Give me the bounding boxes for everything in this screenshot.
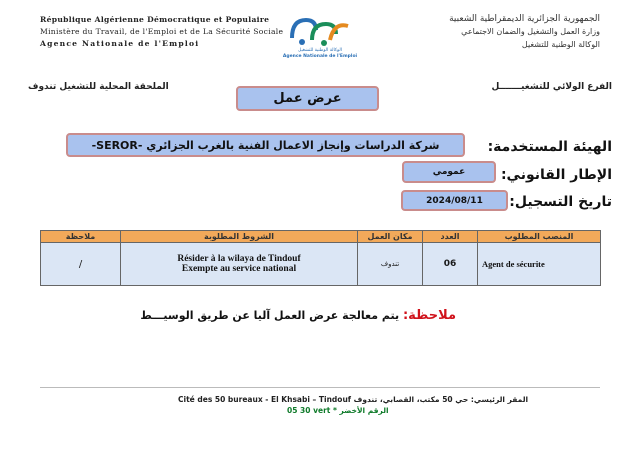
logo-caption: Agence Nationale de l'Emploi [282,54,358,59]
header-ar-line-2: وزارة العمل والتشغيل والضمان الاجتماعي [461,27,600,36]
offer-title: عرض عمل [236,86,379,111]
remark-label: ملاحظة: [402,308,456,323]
employer-value: شركة الدراسات وإنجاز الاعمال الفنية بالغرب الجزائري -SEROR- [66,133,465,157]
cell-conditions [121,243,358,286]
col-count: العدد [423,231,478,243]
condition-line-1: Résider à la wilaya de Tindouf [177,254,301,264]
logo-caption-ar: الوكالة الوطنية للتشغيل [298,48,342,53]
col-position: المنصب المطلوب [478,231,601,243]
remark-text: يتم معالجة عرض العمل آليا عن طريق الوسيـــط [140,309,400,322]
cell-note: / [41,243,121,286]
employer-label: الهيئة المستخدمة: [487,139,612,155]
footer-divider [40,387,600,388]
footer-green-line [287,406,389,415]
remark-line [140,308,456,323]
date-value: 2024/08/11 [401,190,508,211]
table-row [41,243,601,286]
header-ar-line-3: الوكالة الوطنية للتشغيل [521,40,600,49]
footer-address [178,395,528,404]
legal-value: عمومي [402,161,496,183]
header-fr-line-2: Ministère du Travail, de l'Emploi et de La Sécurité Sociale [40,27,284,36]
condition-line-2: Exempte au service national [181,264,297,274]
footer-address-fr: Cité des 50 bureaux - El Khsabi – Tindouf [178,395,352,404]
wilaya-branch-label: الفرع الولائي للتشغيـــــــل [491,82,612,92]
col-conditions: الشروط المطلوبة [121,231,358,243]
footer-address-ar: المقر الرئيسي: حي 50 مكتب، القصابي، تندوف [353,395,529,404]
header-fr-line-1: République Algérienne Démocratique et Populaire [40,15,270,24]
local-agency-label: الملحقة المحلية للتشغيل تندوف [28,82,169,92]
legal-label: الإطار القانوني: [500,167,612,183]
cell-place: تندوف [358,243,423,286]
anem-logo-icon [282,12,358,48]
footer-green-label: الرقم الأخضر [339,406,389,415]
cell-count: 06 [423,243,478,286]
col-note: ملاحظة [41,231,121,243]
header-fr-line-3: Agence Nationale de l'Emploi [40,39,200,48]
footer-green-number: 05 30 vert * [287,406,337,415]
jobs-table [40,230,601,286]
col-place: مكان العمل [358,231,423,243]
cell-position: Agent de sécurite [478,243,601,286]
date-label: تاريخ التسجيل: [509,194,612,210]
header-ar-line-1: الجمهورية الجزائرية الديمقراطية الشعبية [449,14,600,24]
anem-logo [282,12,358,60]
table-header-row [41,231,601,243]
